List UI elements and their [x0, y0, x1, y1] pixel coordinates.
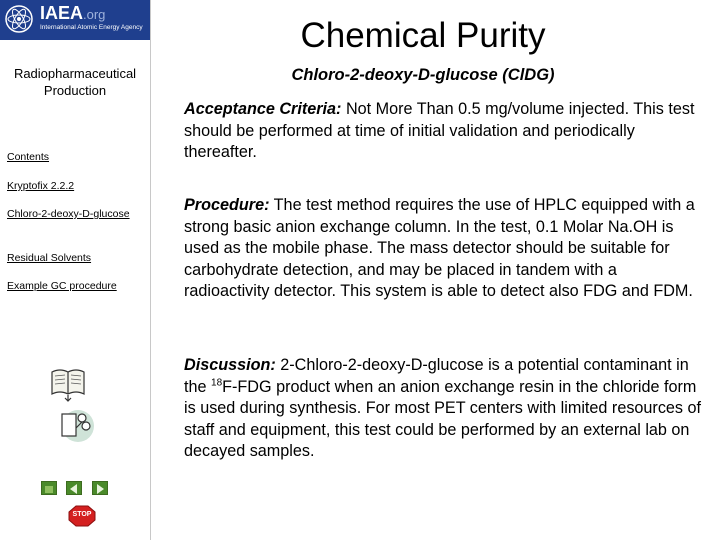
sidebar-link-contents[interactable]: Contents — [7, 151, 50, 163]
discussion-text-before: 2-Chloro-2-deoxy-D-glucose is a potential contaminant in the — [184, 356, 689, 396]
home-icon — [42, 483, 56, 495]
discussion-paragraph — [184, 355, 704, 463]
page-title: Chemical Purity — [300, 16, 546, 55]
forward-button[interactable] — [92, 481, 108, 495]
sidebar-link-example-gc[interactable]: Example GC procedure — [7, 280, 117, 292]
discussion-label: Discussion: — [184, 356, 276, 374]
stop-button[interactable] — [68, 505, 96, 527]
logo-brand-suffix: .org — [83, 7, 106, 22]
page-subtitle: Chloro-2-deoxy-D-glucose (ClDG) — [291, 66, 555, 84]
acceptance-criteria-paragraph — [184, 99, 704, 164]
iaea-logo[interactable] — [0, 0, 150, 40]
back-arrow-icon — [67, 483, 81, 495]
sidebar-divider — [150, 0, 151, 540]
sidebar-link-chloro-deoxy-glucose[interactable]: Chloro-2-deoxy-D-glucose — [7, 208, 130, 220]
sidebar-link-residual-solvents[interactable]: Residual Solvents — [7, 252, 92, 264]
back-button[interactable] — [66, 481, 82, 495]
logo-brand — [40, 3, 105, 24]
sidebar-title: Radiopharmaceutical Production — [13, 66, 137, 98]
atom-emblem-icon — [4, 4, 34, 34]
sidebar — [0, 0, 150, 540]
flask-icon[interactable] — [56, 404, 96, 444]
acceptance-criteria-text: Not More Than 0.5 mg/volume injected. This test should be performed at time of initial validation and periodically thereafter. — [184, 100, 695, 162]
logo-brand-text: IAEA — [40, 3, 84, 23]
procedure-text: The test method requires the use of HPLC equipped with a strong basic anion exchange column. In the test, 0.1 Molar Na.OH is used as the mobile phase. The mass detector should be suitable for carbohydrate detection, and may be placed in tandem with a radioactivity detector. This system is able to detect also FDG and FDM. — [184, 196, 695, 301]
home-button[interactable] — [41, 481, 57, 495]
procedure-label: Procedure: — [184, 196, 270, 214]
sidebar-link-kryptofix[interactable]: Kryptofix 2.2.2 — [7, 180, 75, 192]
forward-arrow-icon — [93, 483, 107, 495]
discussion-text-after: F-FDG product when an anion exchange resin in the chloride form is used during synthesis. For most PET centers with limited resources of staff and equipment, this test could be performed by an external lab on decayed samples. — [184, 377, 702, 461]
isotope-superscript: 18 — [211, 377, 223, 389]
logo-agency-name: International Atomic Energy Agency — [40, 24, 143, 31]
book-icon[interactable] — [48, 362, 88, 402]
procedure-paragraph — [184, 195, 704, 303]
acceptance-criteria-label: Acceptance Criteria: — [184, 100, 342, 118]
stop-label: STOP — [72, 511, 92, 518]
